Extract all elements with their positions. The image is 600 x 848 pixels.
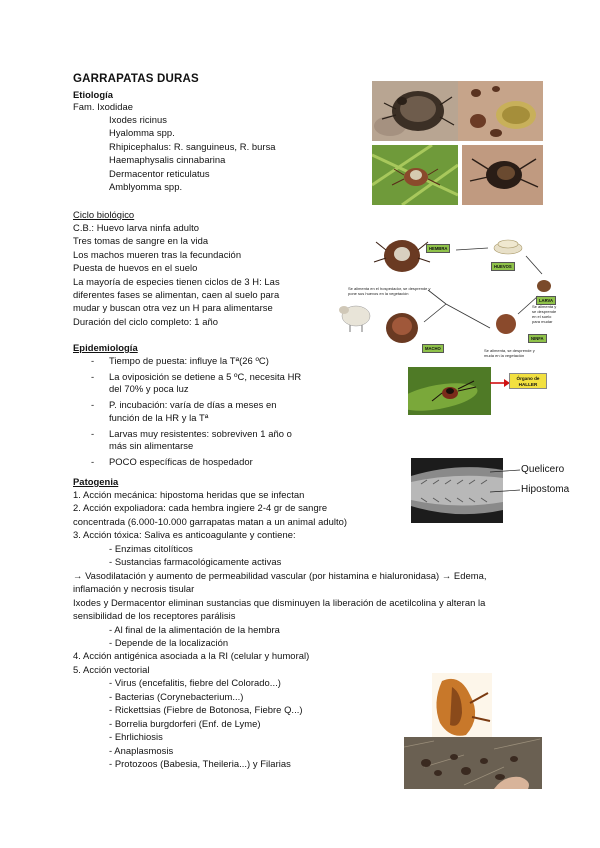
fur-ticks-photo — [404, 737, 542, 789]
patogenia-line: - Bacterias (Corynebacterium...) — [109, 690, 244, 702]
haller-label: Órgano de HALLER — [509, 373, 547, 389]
note-ninfa: Se alimenta, se desprende y muda en la vegetación — [484, 348, 535, 358]
genus-item: Rhipicephalus: R. sanguineus, R. bursa — [109, 140, 276, 152]
patogenia-line: - Anaplasmosis — [109, 744, 174, 756]
genus-item: Ixodes ricinus — [109, 114, 168, 125]
haller-arrow — [490, 378, 510, 388]
patogenia-line: - Borrelia burgdorferi (Enf. de Lyme) — [109, 717, 261, 729]
ciclo-line: Tres tomas de sangre en la vida — [73, 235, 209, 247]
family-text: Fam. Ixodidae — [73, 101, 134, 112]
bullet-dash: - — [91, 370, 95, 382]
patogenia-line: concentrada (6.000-10.000 garrapatas matan a un animal adulto) — [73, 515, 348, 527]
label-huevos: HUEVOS — [491, 262, 515, 271]
epidemiologia-heading: Epidemiología — [73, 342, 138, 353]
epidemiologia-item: Larvas muy resistentes: sobreviven 1 año o — [109, 427, 292, 439]
genus-item: Haemaphysalis cinnabarina — [109, 154, 226, 166]
patogenia-line: - Ehrlichiosis — [109, 731, 163, 743]
patogenia-line: - Virus (encefalitis, fiebre del Colorado...) — [109, 677, 281, 689]
patogenia-line: - Protozoos (Babesia, Theileria...) y Filarias — [109, 758, 291, 769]
patogenia-line: 2. Acción expoliadora: cada hembra ingiere 2-4 gr de sangre — [73, 502, 328, 514]
mouthparts-pointers — [490, 466, 522, 496]
label-macho: MACHO — [422, 344, 444, 353]
ciclo-heading: Ciclo biológico — [73, 209, 135, 220]
epidemiologia-item: del 70% y poca luz — [109, 383, 189, 395]
patogenia-line: 4. Acción antigénica asociada a la RI (celular y humoral) — [73, 650, 310, 662]
label-ninfa: NINFA — [528, 334, 547, 343]
etiologia-heading: Etiología — [73, 89, 114, 100]
life-cycle-diagram — [338, 230, 560, 370]
note-female: Se alimenta en el hospedador, se desprende y pone sus huevos en la vegetación — [348, 286, 431, 296]
patogenia-line: - Al final de la alimentación de la hembra — [109, 623, 280, 635]
patogenia-line: sensibilidad de los receptores parálisis — [73, 610, 236, 622]
patogenia-line: 5. Acción vectorial — [73, 663, 150, 675]
tick-closeup-photo — [432, 673, 492, 741]
hipostoma-label: Hipostoma — [521, 484, 570, 495]
tick-photo-4 — [462, 145, 543, 205]
quelicero-label: Quelicero — [521, 464, 565, 475]
tick-photo-1 — [372, 81, 458, 141]
patogenia-line: → Vasodilatación y aumento de permeabilidad vascular (por histamina e hialuronidasa) → Edema, — [73, 569, 487, 581]
patogenia-heading: Patogenia — [73, 476, 119, 487]
bullet-dash: - — [91, 456, 95, 467]
ciclo-line: La mayoría de especies tienen ciclos de 3 H: Las — [73, 275, 280, 287]
note-larva: Se alimenta y se desprende en el suelo para mudar — [532, 304, 557, 324]
ciclo-line: Los machos mueren tras la fecundación — [73, 248, 242, 260]
patogenia-line: - Enzimas citolíticos — [109, 542, 193, 554]
epidemiologia-item: función de la HR y la Tª — [109, 411, 209, 423]
ciclo-line: Puesta de huevos en el suelo — [73, 262, 198, 274]
patogenia-line: inflamación y necrosis tisular — [73, 583, 195, 595]
genus-item: Dermacentor reticulatus — [109, 167, 210, 179]
page-title: GARRAPATAS DURAS — [73, 73, 199, 85]
ciclo-line: Duración del ciclo completo: 1 año — [73, 315, 219, 327]
tick-photo-3 — [372, 145, 458, 205]
epidemiologia-item: La oviposición se detiene a 5 ºC, necesita HR — [109, 370, 302, 382]
patogenia-line: Ixodes y Dermacentor eliminan sustancias que disminuyen la liberación de acetilcolina y alteran la — [73, 596, 486, 608]
epidemiologia-item: Tiempo de puesta: influye la Tª(26 ºC) — [109, 355, 269, 366]
patogenia-line: 1. Acción mecánica: hipostoma heridas que se infectan — [73, 489, 305, 500]
tick-photo-2 — [458, 81, 543, 141]
patogenia-line: 3. Acción tóxica: Saliva es anticoagulante y contiene: — [73, 529, 296, 541]
patogenia-line: - Rickettsias (Fiebre de Botonosa, Fiebre Q...) — [109, 704, 303, 716]
genus-item: Hyalomma spp. — [109, 127, 175, 139]
haller-photo — [408, 367, 491, 415]
epidemiologia-item: más sin alimentarse — [109, 440, 194, 452]
bullet-dash: - — [91, 427, 95, 439]
ciclo-line: C.B.: Huevo larva ninfa adulto — [73, 222, 200, 233]
patogenia-line: - Sustancias farmacológicamente activas — [109, 556, 282, 568]
epidemiologia-item: P. incubación: varía de días a meses en — [109, 399, 277, 411]
genus-item: Amblyomma spp. — [109, 181, 183, 192]
label-larva: LARVA — [536, 296, 556, 305]
epidemiologia-item: POCO específicas de hospedador — [109, 456, 253, 467]
ciclo-line: mudar y buscan otra vez un H para alimentarse — [73, 302, 273, 314]
ciclo-line: diferentes fases se alimentan, caen al suelo para — [73, 289, 280, 300]
patogenia-line: - Depende de la localización — [109, 636, 229, 648]
bullet-dash: - — [91, 399, 95, 411]
bullet-dash: - — [91, 355, 95, 366]
label-hembra: HEMBRA — [426, 244, 450, 253]
